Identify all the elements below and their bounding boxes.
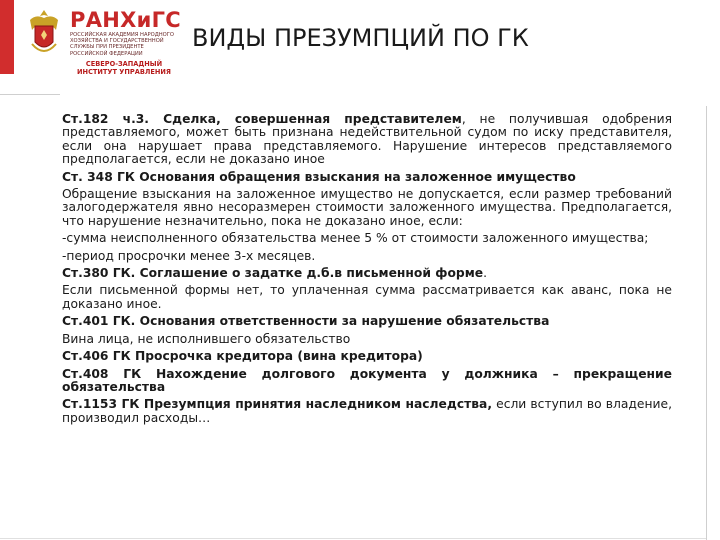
paragraph [62,315,672,328]
divider-right [706,106,707,540]
paragraph-heading: Ст.182 ч.3. Сделка, совершенная представителем [62,112,462,126]
logo-name: РАНХиГС [70,8,182,32]
slide-title: ВИДЫ ПРЕЗУМПЦИЙ ПО ГК [192,24,529,52]
paragraph-text: -период просрочки менее 3-х месяцев. [62,248,316,263]
paragraph [62,333,672,346]
paragraph-text: если вступил во владение, производил расходы… [62,397,673,425]
paragraph [62,232,672,245]
paragraph [62,368,672,395]
paragraph-heading: Ст.1153 ГК Презумпция принятия наследником наследства, [62,397,492,412]
paragraph [62,250,672,263]
paragraph-text: Обращение взыскания на заложенное имущество не допускается, если размер требований залогодержателя явно несоразмерен стоимости заложенного имущества. Предполагается, что нарушение незначительно, пока не доказано иное, если: [62,187,672,228]
paragraph-heading: Ст. 348 ГК Основания обращения взыскания на заложенное имущество [62,169,576,184]
paragraph-text: Вина лица, не исполнившего обязательство [62,331,351,346]
paragraph [62,398,672,425]
logo-branch: СЕВЕРО-ЗАПАДНЫЙ ИНСТИТУТ УПРАВЛЕНИЯ [77,60,171,76]
paragraph-heading: Ст.401 ГК. Основания ответственности за нарушение обязательства [62,314,550,329]
paragraph-heading: Ст.380 ГК. Соглашение о задатке д.б.в письменной форме [62,266,484,281]
slide-content [62,113,672,429]
paragraph-heading: Ст.408 ГК Нахождение долгового документа у должника – прекращение обязательства [62,366,672,394]
paragraph-heading: Ст.406 ГК Просрочка кредитора (вина кредитора) [62,349,423,364]
crest-icon [24,8,64,60]
paragraph [62,188,672,228]
paragraph [62,284,672,311]
divider-left [0,94,60,95]
divider-bottom [0,538,706,539]
accent-bar [0,0,14,74]
paragraph [62,350,672,363]
paragraph-text: , не получившая одобрения представляемого, может быть признана недействительной судом по иску представителя, если она нарушает права представляемого. Нарушение интересов представляемого предполагается, если не доказано иное [62,112,673,167]
logo-subtitle: РОССИЙСКАЯ АКАДЕМИЯ НАРОДНОГО ХОЗЯЙСТВА И ГОСУДАРСТВЕННОЙ СЛУЖБЫ ПРИ ПРЕЗИДЕНТЕ РОССИЙСКОЙ ФЕДЕРАЦИИ [70,32,174,57]
paragraph-text: . [483,266,488,281]
paragraph [62,113,672,167]
paragraph [62,267,672,280]
paragraph [62,171,672,184]
logo [24,8,182,76]
paragraph-text: -сумма неисполненного обязательства менее 5 % от стоимости заложенного имущества; [62,231,649,246]
paragraph-text: Если письменной формы нет, то уплаченная сумма рассматривается как аванс, пока не доказано иное. [62,283,672,311]
